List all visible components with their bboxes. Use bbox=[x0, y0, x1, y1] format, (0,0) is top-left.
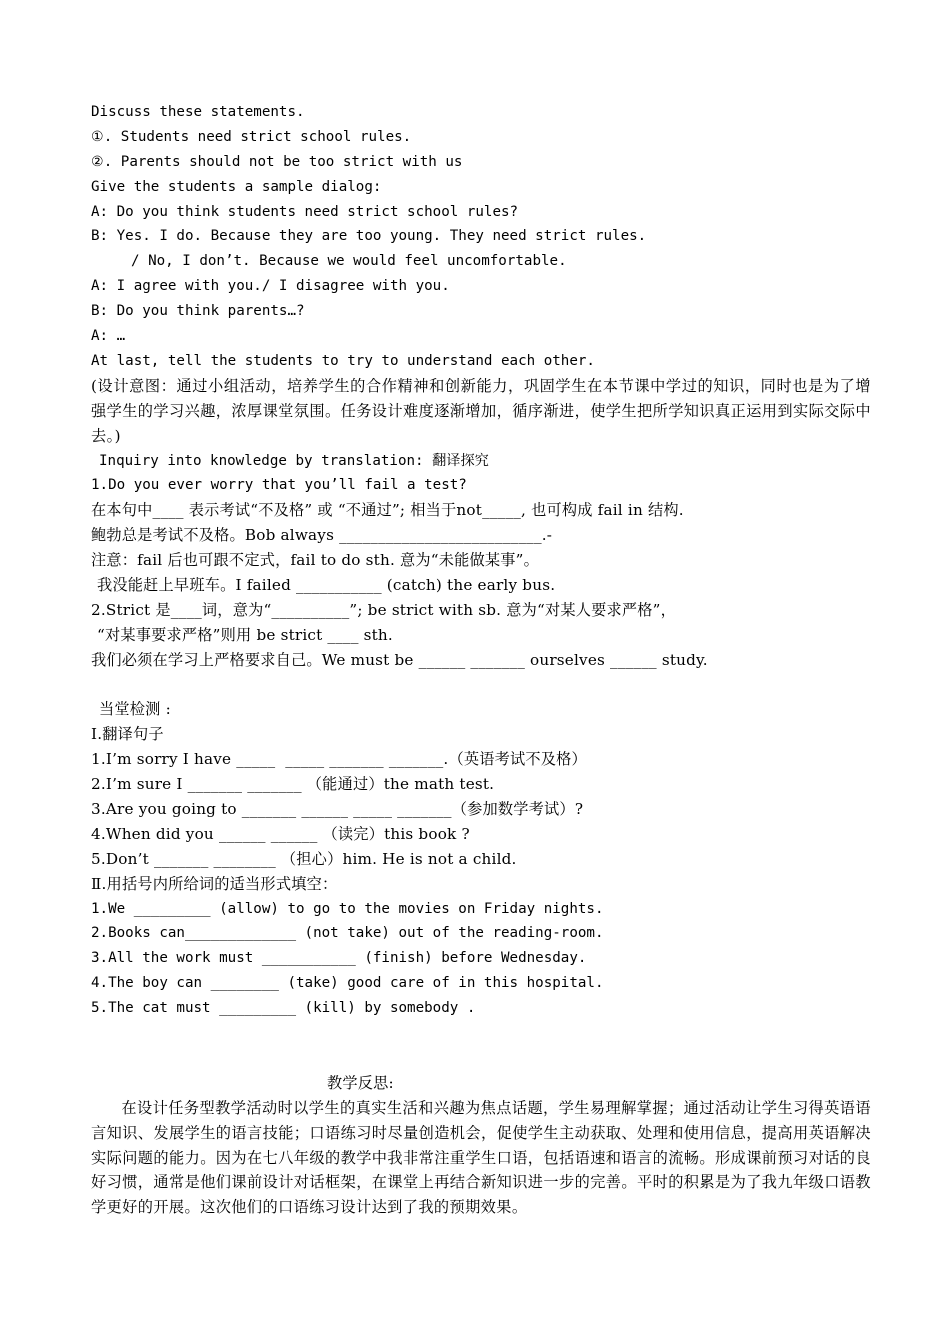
part2-item: 5.The cat must _________ (kill) by somebody . bbox=[91, 1000, 476, 1017]
dialog-line: A: … bbox=[91, 328, 126, 345]
part2-item: 1.We _________ (allow) to go to the movies on Friday nights. bbox=[91, 900, 604, 917]
inquiry-line: 鲍勃总是考试不及格。Bob always __________________________.- bbox=[91, 526, 553, 545]
part1-item: 1.I’m sorry I have _____ _____ _______ _______.（英语考试不及格） bbox=[91, 750, 587, 769]
spacer bbox=[91, 1021, 871, 1071]
inquiry-heading: Inquiry into knowledge by translation: 翻译探究 bbox=[99, 452, 489, 469]
part1-item: 4.When did you ______ ______ （读完）this book ? bbox=[91, 824, 470, 843]
sample-dialog-intro: Give the students a sample dialog: bbox=[91, 178, 382, 195]
document-content bbox=[91, 100, 871, 1220]
inquiry-line: “对某事要求严格”则用 be strict ____ sth. bbox=[97, 625, 393, 644]
dialog-line: / No, I don’t. Because we would feel uncomfortable. bbox=[131, 253, 567, 270]
reflection-title: 教学反思: bbox=[327, 1073, 394, 1092]
inquiry-line: 2.Strict 是____词，意为“__________”; be strict with sb. 意为“对某人要求严格”， bbox=[91, 600, 677, 619]
statement-1: ①. Students need strict school rules. bbox=[91, 128, 412, 145]
inquiry-line: 在本句中____ 表示考试“不及格” 或 “不通过”; 相当于not_____, 也可构成 fail in 结构. bbox=[91, 501, 684, 520]
inquiry-line: 我们必须在学习上严格要求自己。We must be ______ _______ ourselves ______ study. bbox=[91, 650, 708, 669]
inquiry-line: 1.Do you ever worry that you’ll fail a test? bbox=[91, 477, 467, 494]
part2-item: 4.The boy can ________ (take) good care of in this hospital. bbox=[91, 975, 604, 992]
part1-item: 3.Are you going to _______ ______ _____ _______（参加数学考试）? bbox=[91, 799, 584, 818]
dialog-line: A: Do you think students need strict school rules? bbox=[91, 203, 519, 220]
part2-item: 2.Books can_____________ (not take) out of the reading-room. bbox=[91, 925, 604, 942]
check-heading: 当堂检测 : bbox=[99, 700, 171, 719]
statement-2: ②. Parents should not be too strict with us bbox=[91, 153, 463, 170]
dialog-line: B: Do you think parents…? bbox=[91, 303, 305, 320]
part2-title: Ⅱ.用括号内所给词的适当形式填空： bbox=[91, 874, 338, 893]
reflection-paragraph: 在设计任务型教学活动时以学生的真实生活和兴趣为焦点话题，学生易理解掌握；通过活动让学生习得英语语言知识、发展学生的语言技能；口语练习时尽量创造机会，促使学生主动获取、处理和使用信息，提高用英语解决实际问题的能力。因为在七八年级的教学中我非常注重学生口语，包括语速和语言的流畅。形成课前预习对话的良好习惯，通常是他们课前设计对话框架，在课堂上再结合新知识进一步的完善。平时的积累是为了我九年级口语教学更好的开展。这次他们的口语练习设计达到了我的预期效果。 bbox=[91, 1098, 871, 1217]
inquiry-line: 注意：fail 后也可跟不定式，fail to do sth. 意为“未能做某事”。 bbox=[91, 551, 540, 570]
dialog-line: B: Yes. I do. Because they are too young. They need strict rules. bbox=[91, 228, 647, 245]
discussion-closing: At last, tell the students to try to understand each other. bbox=[91, 352, 595, 369]
discussion-intro: Discuss these statements. bbox=[91, 104, 305, 120]
part1-item: 5.Don’t _______ ________ （担心）him. He is not a child. bbox=[91, 849, 517, 868]
inquiry-line: 我没能赶上早班车。I failed ___________ (catch) the early bus. bbox=[97, 575, 556, 594]
spacer bbox=[91, 673, 871, 698]
dialog-line: A: I agree with you./ I disagree with you. bbox=[91, 278, 450, 295]
part2-item: 3.All the work must ___________ (finish) before Wednesday. bbox=[91, 950, 587, 967]
part1-title: Ⅰ.翻译句子 bbox=[91, 725, 164, 744]
part1-item: 2.I’m sure I _______ _______ （能通过）the math test. bbox=[91, 775, 495, 794]
design-intent-paragraph: (设计意图：通过小组活动，培养学生的合作精神和创新能力，巩固学生在本节课中学过的知识，同时也是为了增强学生的学习兴趣，浓厚课堂氛围。任务设计难度逐渐增加，循序渐进，使学生把所学知识真正运用到实际交际中去。) bbox=[91, 376, 871, 445]
